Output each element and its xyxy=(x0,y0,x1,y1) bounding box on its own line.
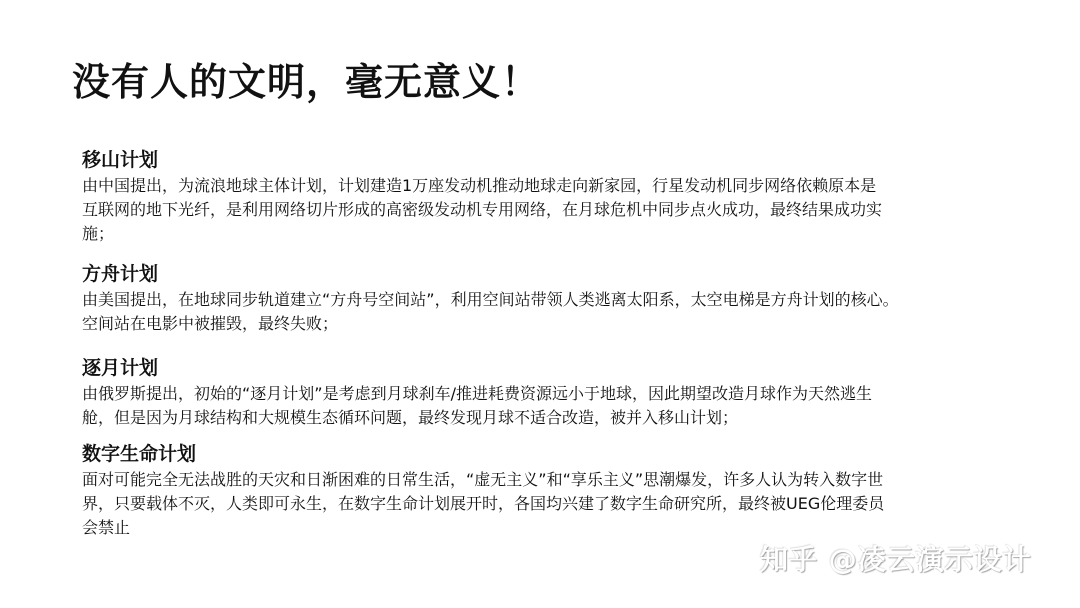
watermark: 知乎 @凌云演示设计 xyxy=(760,543,1032,576)
plan-description-line: 由俄罗斯提出，初始的“逐月计划”是考虑到月球刹车/推进耗费资源远小于地球，因此期望改造月球作为天然逃生 xyxy=(82,384,872,403)
plans-list xyxy=(82,146,1002,540)
plan-description-line: 界，只要载体不灭，人类即可永生，在数字生命计划展开时，各国均兴建了数字生命研究所，最终被UEG伦理委员 xyxy=(82,494,885,513)
plan-description-line: 由美国提出，在地球同步轨道建立“方舟号空间站”，利用空间站带领人类逃离太阳系，太空电梯是方舟计划的核心。 xyxy=(82,290,899,309)
plan-heading: 移山计划 xyxy=(82,149,159,171)
plan-description-line: 会禁止 xyxy=(82,518,131,537)
plan-description xyxy=(82,288,1002,336)
plan-heading: 逐月计划 xyxy=(82,357,159,379)
plan-digital-life xyxy=(82,440,1002,540)
plan-yishan xyxy=(82,146,1002,246)
plan-description-line: 施； xyxy=(82,224,115,243)
section-spacer xyxy=(82,336,1002,354)
section-spacer xyxy=(82,430,1002,440)
plan-description xyxy=(82,174,1002,246)
plan-fangzhou xyxy=(82,260,1002,336)
plan-zhuyue xyxy=(82,354,1002,430)
plan-description xyxy=(82,468,1002,540)
plan-description-line: 面对可能完全无法战胜的天灾和日渐困难的日常生活，“虚无主义”和“享乐主义”思潮爆发，许多人认为转入数字世 xyxy=(82,470,884,489)
plan-description-line: 舱，但是因为月球结构和大规模生态循环问题，最终发现月球不适合改造，被并入移山计划； xyxy=(82,408,739,427)
plan-description-line: 空间站在电影中被摧毁，最终失败； xyxy=(82,314,339,333)
plan-description-line: 由中国提出，为流浪地球主体计划，计划建造1万座发动机推动地球走向新家园，行星发动机同步网络依赖原本是 xyxy=(82,176,877,195)
plan-description-line: 互联网的地下光纤，是利用网络切片形成的高密级发动机专用网络，在月球危机中同步点火成功，最终结果成功实 xyxy=(82,200,883,219)
section-spacer xyxy=(82,246,1002,260)
plan-description xyxy=(82,382,1002,430)
plan-heading: 方舟计划 xyxy=(82,263,159,285)
plan-heading: 数字生命计划 xyxy=(82,443,197,465)
page-title: 没有人的文明，毫无意义！ xyxy=(72,60,541,104)
